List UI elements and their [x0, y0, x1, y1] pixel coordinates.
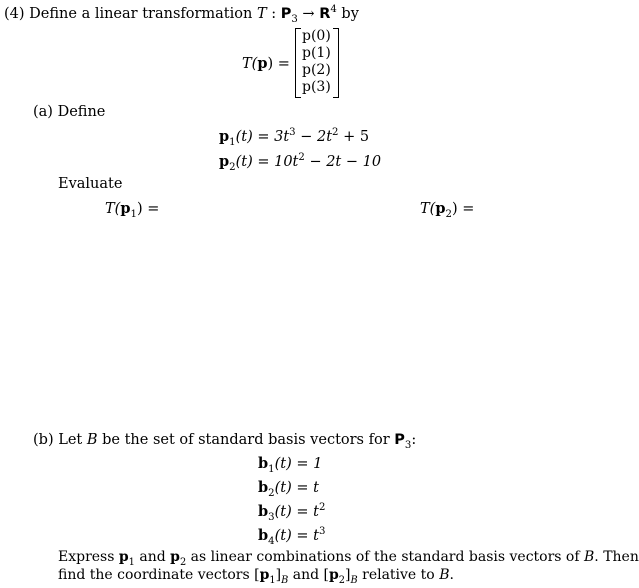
express-p1: p [118, 549, 129, 565]
express-end: . Then [594, 549, 639, 565]
b-rhs: (t) = t [274, 504, 319, 520]
b-rhs: (t) = t [274, 480, 319, 496]
p2-sub: 2 [229, 161, 236, 173]
T2-sub: 2 [445, 208, 452, 220]
T1-open: T( [105, 201, 121, 217]
T1-sub: 1 [130, 208, 137, 220]
transform-T: T [256, 6, 267, 22]
express-p2: p [170, 549, 180, 565]
by-text: by [336, 6, 359, 22]
b-sub: 4 [268, 535, 275, 547]
b-sup: 2 [318, 502, 326, 514]
matrix-row: p(2) [302, 62, 331, 78]
p1-mid: − 2t [295, 129, 333, 145]
b-sub: 2 [268, 487, 275, 499]
express-1: Express [58, 549, 119, 565]
part-a-label: (a) Define [33, 104, 106, 120]
express-rest: as linear combinations of the standard basis vectors of [186, 549, 584, 565]
express-p1-sub: 1 [128, 556, 135, 568]
find-close2: ] [345, 567, 351, 583]
b-rhs: (t) = t [274, 528, 319, 544]
p1-name: p [219, 128, 230, 145]
find-B3: B [439, 567, 450, 583]
b-name: b [258, 503, 269, 520]
part-b-colon: : [411, 432, 417, 448]
def-close: ) = [267, 56, 290, 72]
b-sub: 1 [268, 463, 275, 475]
p1-var: (t) = 3t [235, 129, 290, 145]
part-b-let: (b) Let [33, 432, 83, 448]
find-and: and [ [288, 567, 329, 583]
b-sub: 3 [268, 511, 275, 523]
problem-number: (4) [4, 6, 25, 22]
domain-P-sub: 3 [291, 13, 298, 25]
part-b-P: P [394, 432, 405, 448]
problem-intro [4, 4, 359, 25]
intro-text: Define a linear transformation [29, 6, 253, 22]
express-p2-sub: 2 [179, 556, 187, 568]
domain-P: P [280, 6, 292, 22]
b-sup: 3 [318, 526, 326, 538]
find-p2-sub: 2 [338, 574, 345, 586]
T2-p: p [435, 200, 446, 217]
matrix-row: p(1) [302, 45, 331, 61]
b-name: b [258, 455, 269, 472]
colon: : [266, 6, 281, 22]
T1-close: ) = [136, 201, 160, 217]
T-p2-prompt [420, 200, 475, 220]
part-b-P-sub: 3 [404, 439, 412, 451]
p1-end: + 5 [338, 129, 370, 145]
p1-equation [219, 127, 370, 148]
T1-p: p [120, 200, 131, 217]
basis-b1 [258, 455, 323, 475]
basis-B: B [86, 432, 98, 448]
p2-name: p [219, 153, 230, 170]
part-b-label [33, 432, 417, 451]
p2-exp: 2 [298, 152, 305, 164]
find-B1: B [281, 574, 289, 586]
find-p2: p [328, 567, 339, 583]
codomain-R: R [319, 6, 331, 22]
matrix-row: p(0) [302, 28, 331, 44]
p2-equation [219, 152, 382, 173]
definition-lhs [242, 55, 290, 72]
arrow: → [297, 6, 320, 22]
basis-b4 [258, 526, 326, 547]
b-rhs: (t) = 1 [274, 456, 323, 472]
find-end: . [449, 567, 454, 583]
find-p1-sub: 1 [269, 574, 276, 586]
find-B2: B [350, 574, 358, 586]
p1-exp2: 2 [332, 127, 339, 139]
evaluate-label: Evaluate [58, 176, 123, 192]
codomain-R-sup: 4 [330, 4, 337, 16]
find-close1: ] [275, 567, 282, 583]
b-name: b [258, 479, 269, 496]
part-b-rest: be the set of standard basis vectors for [97, 432, 395, 448]
find-p1: p [259, 567, 270, 583]
p2-end: − 2t − 10 [304, 154, 382, 170]
find-rest: relative to [357, 567, 440, 583]
express-line [58, 549, 639, 568]
basis-b3 [258, 502, 326, 523]
T2-close: ) = [451, 201, 475, 217]
p1-sub: 1 [229, 136, 236, 148]
def-p: p [257, 55, 268, 72]
express-and: and [134, 549, 171, 565]
def-T: T( [242, 56, 258, 72]
T-p1-prompt [105, 200, 160, 220]
matrix-row: p(3) [302, 79, 331, 95]
find-line [58, 567, 454, 586]
p2-var: (t) = 10t [235, 154, 299, 170]
p1-exp1: 3 [289, 127, 296, 139]
basis-b2 [258, 479, 319, 499]
find-1: find the coordinate vectors [ [58, 567, 260, 583]
express-B: B [584, 549, 595, 565]
T2-open: T( [420, 201, 436, 217]
b-name: b [258, 527, 269, 544]
output-matrix [295, 28, 339, 98]
